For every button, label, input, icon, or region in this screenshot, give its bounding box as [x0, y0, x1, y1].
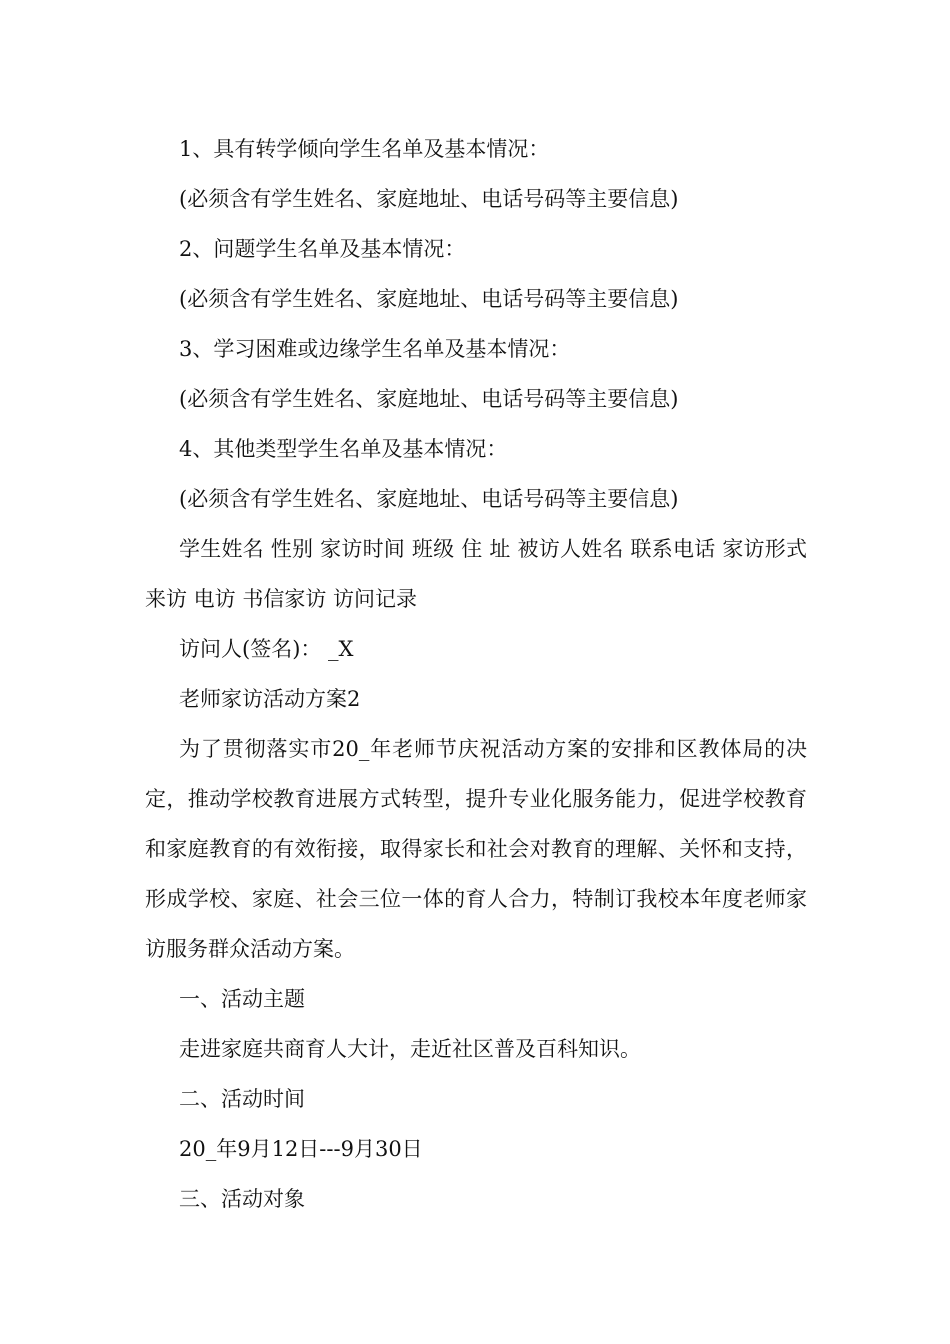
section-heading-target: 三、活动对象	[179, 1187, 305, 1211]
section-heading-theme: 一、活动主题	[179, 987, 305, 1011]
plan-intro-paragraph: 为了贯彻落实市20_年老师节庆祝活动方案的安排和区教体局的决定，推动学校教育进展方式转型，提升专业化服务能力，促进学校教育和家庭教育的有效衔接，取得家长和社会对教育的理解、关怀和支持，形成学校、家庭、社会三位一体的育人合力，特制订我校本年度老师家访服务群众活动方案。	[145, 737, 807, 961]
theme-text: 走进家庭共商育人大计，走近社区普及百科知识。	[179, 1037, 641, 1061]
visit-record-columns: 学生姓名 性别 家访时间 班级 住 址 被访人姓名 联系电话 家访形式 来访 电访 书信家访 访问记录	[145, 537, 807, 611]
paragraph-item-3-note: (必须含有学生姓名、家庭地址、电话号码等主要信息)	[179, 387, 679, 411]
section-heading-time: 二、活动时间	[179, 1087, 305, 1111]
paragraph-item-3: 3、学习困难或边缘学生名单及基本情况：	[179, 337, 571, 361]
paragraph-item-2-note: (必须含有学生姓名、家庭地址、电话号码等主要信息)	[179, 287, 679, 311]
document-body	[145, 124, 807, 1224]
visitor-signature: 访问人(签名)： _X	[179, 637, 354, 661]
paragraph-item-1-note: (必须含有学生姓名、家庭地址、电话号码等主要信息)	[179, 187, 679, 211]
section-heading-plan-2: 老师家访活动方案2	[179, 687, 361, 711]
time-text: 20_年9月12日---9月30日	[179, 1137, 423, 1161]
paragraph-item-4: 4、其他类型学生名单及基本情况：	[179, 437, 508, 461]
paragraph-item-4-note: (必须含有学生姓名、家庭地址、电话号码等主要信息)	[179, 487, 679, 511]
paragraph-item-1: 1、具有转学倾向学生名单及基本情况：	[179, 137, 550, 161]
paragraph-item-2: 2、问题学生名单及基本情况：	[179, 237, 466, 261]
